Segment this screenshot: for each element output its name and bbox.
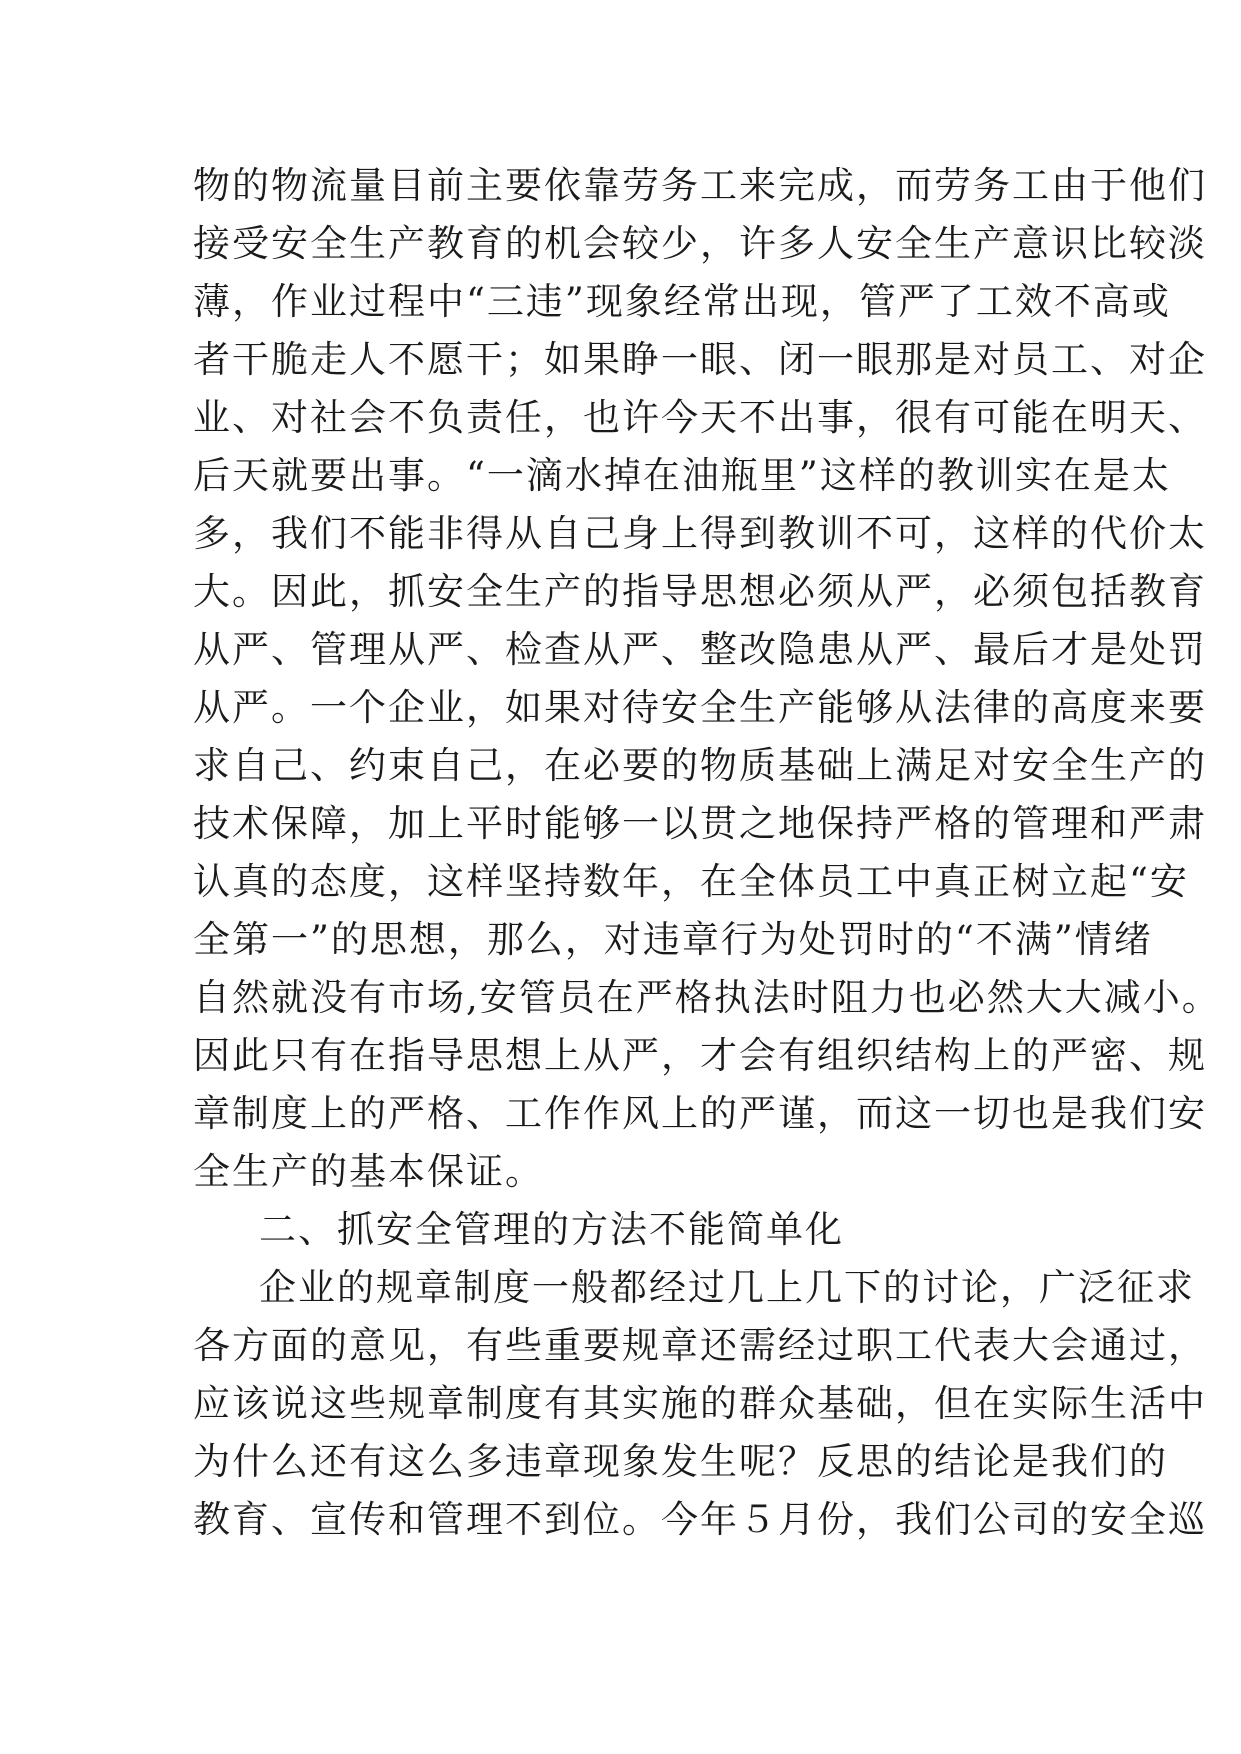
text-line: 为什么还有这么多违章现象发生呢？反思的结论是我们的 <box>193 1440 1168 1483</box>
text-line: 全生产的基本保证。 <box>193 1150 544 1193</box>
section-heading: 二、抓安全管理的方法不能简单化 <box>259 1208 844 1251</box>
text-line: 者干脆走人不愿干；如果睁一眼、闭一眼那是对员工、对企 <box>193 338 1207 381</box>
text-line: 认真的态度，这样坚持数年，在全体员工中真正树立起“安 <box>193 860 1189 903</box>
text-line: 全第一”的思想，那么，对违章行为处罚时的“不满”情绪 <box>193 918 1153 961</box>
text-line: 接受安全生产教育的机会较少，许多人安全生产意识比较淡 <box>193 222 1207 265</box>
text-line: 技术保障，加上平时能够一以贯之地保持严格的管理和严肃 <box>193 802 1207 845</box>
text-line: 章制度上的严格、工作作风上的严谨，而这一切也是我们安 <box>193 1092 1207 1135</box>
text-line: 因此只有在指导思想上从严，才会有组织结构上的严密、规 <box>193 1034 1207 1077</box>
text-line: 自然就没有市场,安管员在严格执法时阻力也必然大大减小。 <box>193 976 1221 1019</box>
text-line: 各方面的意见，有些重要规章还需经过职工代表大会通过， <box>193 1324 1207 1367</box>
text-line: 从严、管理从严、检查从严、整改隐患从严、最后才是处罚 <box>193 628 1207 671</box>
text-line: 应该说这些规章制度有其实施的群众基础，但在实际生活中 <box>193 1382 1207 1425</box>
text-line: 教育、宣传和管理不到位。今年５月份，我们公司的安全巡 <box>193 1498 1207 1541</box>
text-line: 薄，作业过程中“三违”现象经常出现，管严了工效不高或 <box>193 280 1171 323</box>
body-text <box>193 157 1221 1549</box>
text-line: 大。因此，抓安全生产的指导思想必须从严，必须包括教育 <box>193 570 1207 613</box>
paragraph-first-line: 企业的规章制度一般都经过几上几下的讨论，广泛征求 <box>259 1266 1195 1309</box>
text-line: 业、对社会不负责任，也许今天不出事，很有可能在明天、 <box>193 396 1207 439</box>
text-line: 多，我们不能非得从自己身上得到教训不可，这样的代价太 <box>193 512 1207 555</box>
text-line: 后天就要出事。“一滴水掉在油瓶里”这样的教训实在是太 <box>193 454 1171 497</box>
text-line: 求自己、约束自己，在必要的物质基础上满足对安全生产的 <box>193 744 1207 787</box>
text-line: 物的物流量目前主要依靠劳务工来完成，而劳务工由于他们 <box>193 164 1207 207</box>
text-line: 从严。一个企业，如果对待安全生产能够从法律的高度来要 <box>193 686 1207 729</box>
